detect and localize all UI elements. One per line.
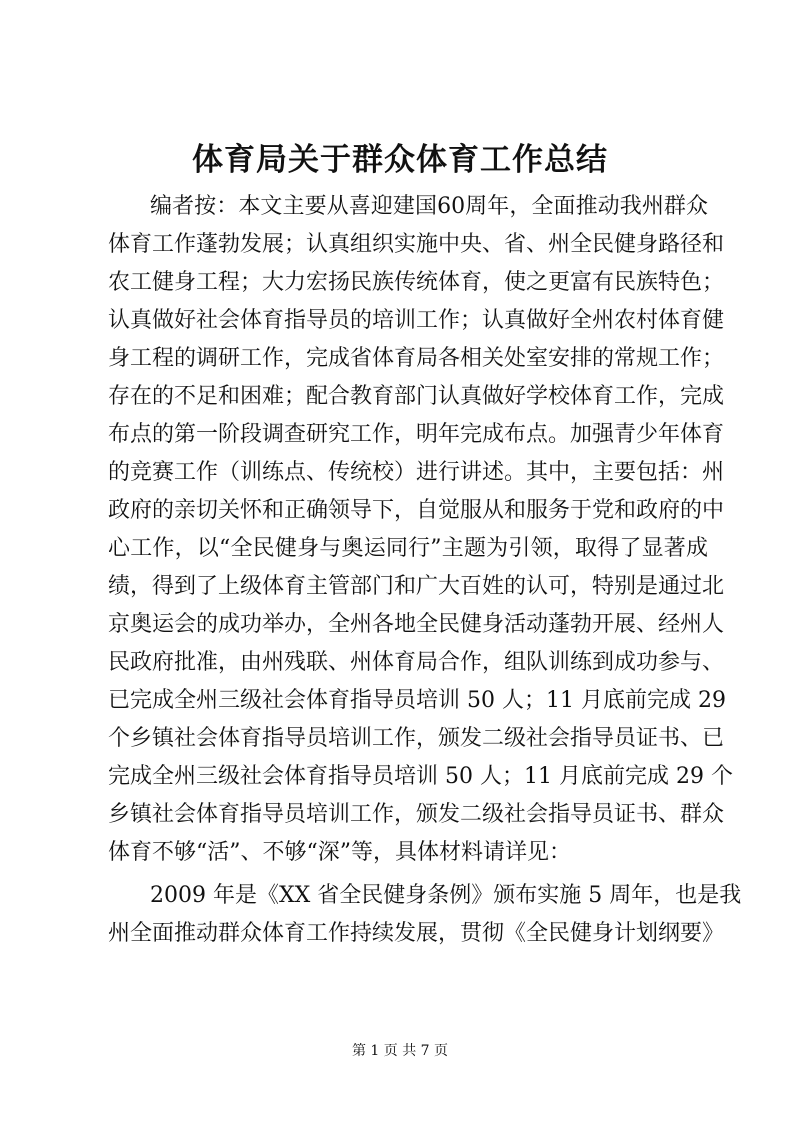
paragraph-line: 政府的亲切关怀和正确领导下，自觉服从和服务于党和政府的中: [108, 498, 725, 523]
paragraph-line: 京奥运会的成功举办，全州各地全民健身活动蓬勃开展、经州人: [108, 612, 725, 637]
paragraph-line: 绩，得到了上级体育主管部门和广大百姓的认可，特别是通过北: [108, 574, 725, 599]
paragraph-line: 已完成全州三级社会体育指导员培训 50 人；11 月底前完成 29: [108, 688, 726, 713]
paragraph-line: 编者按：本文主要从喜迎建国60周年，全面推动我州群众: [150, 194, 708, 219]
page-footer: 第 1 页 共 7 页: [351, 1043, 449, 1059]
paragraph-line: 2009 年是《XX 省全民健身条例》颁布实施 5 周年，也是我: [150, 883, 742, 908]
paragraph-line: 州全面推动群众体育工作持续发展，贯彻《全民健身计划纲要》: [108, 921, 725, 946]
paragraph-line: 身工程的调研工作，完成省体育局各相关处室安排的常规工作；: [108, 346, 725, 371]
paragraph-line: 布点的第一阶段调查研究工作，明年完成布点。加强青少年体育: [108, 422, 725, 447]
paragraph-line: 的竞赛工作（训练点、传统校）进行讲述。其中，主要包括：州: [108, 460, 725, 485]
paragraph-line: 乡镇社会体育指导员培训工作，颁发二级社会指导员证书、群众: [108, 802, 725, 827]
paragraph-line: 民政府批准，由州残联、州体育局合作，组队训练到成功参与、: [108, 650, 725, 675]
paragraph-line: 心工作，以“全民健身与奥运同行”主题为引领，取得了显著成: [108, 536, 708, 561]
paragraph-line: 认真做好社会体育指导员的培训工作；认真做好全州农村体育健: [108, 308, 725, 333]
paragraph-line: 农工健身工程；大力宏扬民族传统体育，使之更富有民族特色；: [108, 270, 725, 295]
paragraph-line: 体育不够“活”、不够“深”等，具体材料请详见：: [108, 840, 571, 865]
paragraph-line: 存在的不足和困难；配合教育部门认真做好学校体育工作，完成: [108, 384, 725, 409]
paragraph-line: 个乡镇社会体育指导员培训工作，颁发二级社会指导员证书、已: [108, 726, 725, 751]
document-title: 体育局关于群众体育工作总结: [192, 142, 608, 178]
paragraph-line: 体育工作蓬勃发展；认真组织实施中央、省、州全民健身路径和: [108, 232, 725, 257]
paragraph-line: 完成全州三级社会体育指导员培训 50 人；11 月底前完成 29 个: [108, 764, 733, 789]
